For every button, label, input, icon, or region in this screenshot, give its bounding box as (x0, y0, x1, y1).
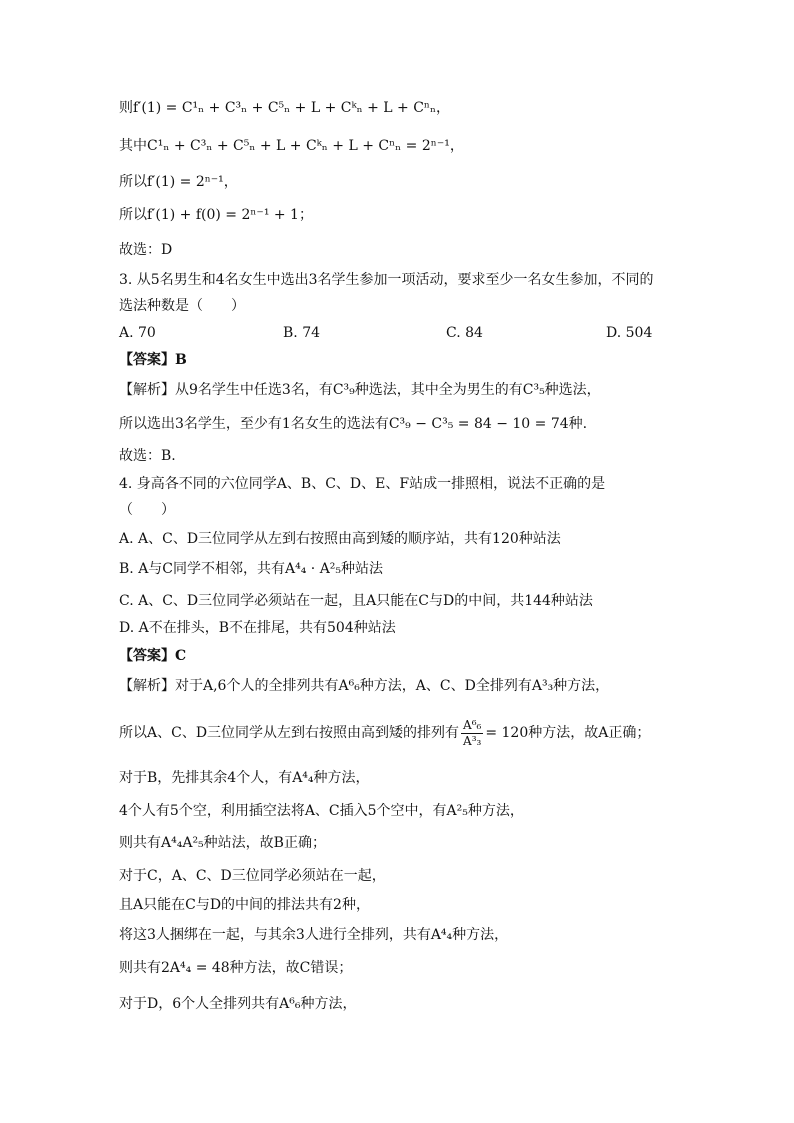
text-line: 所以f′(1) + f(0) = 2ⁿ⁻¹ + 1； (119, 207, 313, 223)
analysis-line-with-fraction (119, 713, 650, 753)
question-4-stem: 4. 身高各不同的六位同学A、B、C、D、E、F站成一排照相，说法不正确的是 (119, 476, 606, 492)
answer-label: 【答案】B (119, 352, 187, 368)
q4-option-b: B. A与C同学不相邻，共有A⁴₄ · A²₅种站法 (119, 561, 384, 577)
q4-option-c: C. A、C、D三位同学必须站在一起，且A只能在C与D的中间，共144种站法 (119, 593, 593, 609)
analysis-line: 对于B，先排其余4个人，有A⁴₄种方法， (119, 770, 370, 786)
analysis-line: 所以选出3名学生，至少有1名女生的选法有C³₉ − C³₅ = 84 − 10 = 74种. (119, 416, 588, 432)
analysis-line: 对于C，A、C、D三位同学必须站在一起， (119, 868, 386, 884)
q3-option-c: C. 84 (446, 325, 483, 341)
fraction (461, 718, 483, 749)
fraction-denominator: A³₃ (463, 733, 482, 748)
q3-option-a: A. 70 (119, 325, 156, 341)
analysis-text: = 120种方法，故A正确； (485, 725, 651, 741)
text-line: 故选：D (119, 242, 173, 258)
question-3-stem: 3. 从5名男生和4名女生中选出3名学生参加一项活动，要求至少一名女生参加，不同的 (119, 272, 654, 288)
analysis-line: 则共有A⁴₄A²₅种站法，故B正确； (119, 835, 326, 851)
question-3-stem-cont: 选法种数是（ ） (119, 298, 245, 314)
fraction-numerator: A⁶₆ (463, 717, 482, 732)
analysis-line: 【解析】对于A,6个人的全排列共有A⁶₆种方法，A、C、D全排列有A³₃种方法， (119, 678, 610, 694)
answer-label: 【答案】C (119, 648, 187, 664)
analysis-text: 所以A、C、D三位同学从左到右按照由高到矮的排列有 (119, 725, 460, 741)
analysis-line: 且A只能在C与D的中间的排法共有2种， (119, 897, 370, 913)
analysis-line: 对于D，6个人全排列共有A⁶₆种方法， (119, 996, 357, 1012)
text-line: 则f′(1) = C¹ₙ + C³ₙ + C⁵ₙ + L + Cᵏₙ + L + Cⁿₙ， (119, 100, 451, 116)
q4-option-d: D. A不在排头，B不在排尾，共有504种站法 (119, 620, 396, 636)
analysis-line: 则共有2A⁴₄ = 48种方法，故C错误； (119, 960, 353, 976)
text-line: 故选：B. (119, 448, 176, 464)
text-line: 其中C¹ₙ + C³ₙ + C⁵ₙ + L + Cᵏₙ + L + Cⁿₙ = 2ⁿ⁻¹， (119, 138, 464, 154)
analysis-line: 4个人有5个空，利用插空法将A、C插入5个空中，有A²₅种方法， (119, 803, 524, 819)
question-4-stem-cont: （ ） (119, 502, 175, 518)
text-line: 所以f′(1) = 2ⁿ⁻¹， (119, 174, 238, 190)
q4-option-a: A. A、C、D三位同学从左到右按照由高到矮的顺序站，共有120种站法 (119, 531, 561, 547)
q3-option-b: B. 74 (283, 325, 321, 341)
analysis-line: 将这3人捆绑在一起，与其余3人进行全排列，共有A⁴₄种方法， (119, 927, 509, 943)
analysis-line: 【解析】从9名学生中任选3名，有C³₉种选法，其中全为男生的有C³₅种选法， (119, 382, 601, 398)
q3-option-d: D. 504 (606, 325, 653, 341)
